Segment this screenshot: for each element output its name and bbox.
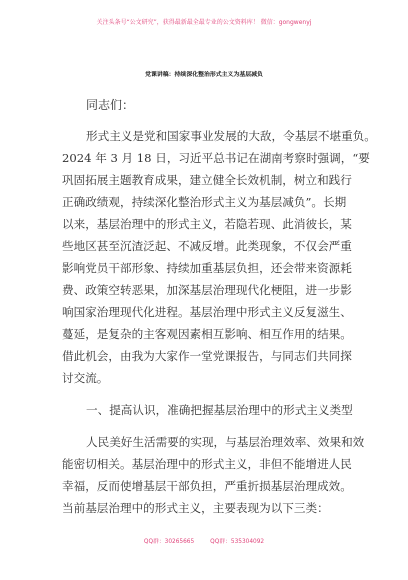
footer-qq-groups bbox=[0, 536, 408, 545]
paragraph-line: 正确政绩观，持续深化整治形式主义为基层减负”。长期 bbox=[62, 195, 347, 209]
section-heading: 一、提高认识，准确把握基层治理中的形式主义类型 bbox=[86, 403, 353, 417]
paragraph-line: 人民美好生活需要的实现，与基层治理效率、效果和效 bbox=[86, 435, 365, 449]
paragraph-line: 幸福，反而使增基层干部负担，严重折损基层治理成效。 bbox=[62, 479, 352, 493]
paragraph-line: 2024 年 3 月 18 日，习近平总书记在湖南考察时强调，“要 bbox=[62, 151, 370, 165]
footer-qq-group-2: QQ群：535304092 bbox=[210, 539, 265, 545]
paragraph-line: 借此机会，由我为大家作一堂党课报告，与同志们共同探 bbox=[62, 349, 352, 363]
footer-qq-group-1: QQ群：30265665 bbox=[143, 539, 195, 545]
paragraph-line: 以来，基层治理中的形式主义，若隐若现、此消彼长，某 bbox=[62, 217, 352, 231]
paragraph-line: 费、政策空转恶果，加深基层治理现代化梗阻，进一步影 bbox=[62, 283, 352, 297]
paragraph-line: 巩固拓展主题教育成果，建立健全长效机制，树立和践行 bbox=[62, 173, 352, 187]
paragraph-line: 形式主义是党和国家事业发展的大敌，令基层不堪重负。 bbox=[86, 129, 376, 143]
document-title: 党课讲稿：持续深化整治形式主义为基层减负 bbox=[145, 71, 263, 78]
paragraph-line: 讨交流。 bbox=[62, 371, 109, 385]
paragraph-line: 能密切相关。基层治理中的形式主义，非但不能增进人民 bbox=[62, 457, 352, 471]
paragraph-line: 响国家治理现代化进程。基层治理中形式主义反复滋生、 bbox=[62, 305, 352, 319]
header-banner: 关注头条号“公文研究”，获得最新最全最专业的公文资料库！ 微信：gongwenyj bbox=[96, 19, 312, 26]
paragraph-line: 影响党员干部形象、持续加重基层负担，还会带来资源耗 bbox=[62, 261, 352, 275]
paragraph-line: 当前基层治理中的形式主义，主要表现为以下三类： bbox=[62, 501, 329, 515]
paragraph-line: 蔓延，是复杂的主客观因素相互影响、相互作用的结果。 bbox=[62, 327, 352, 341]
salutation: 同志们： bbox=[86, 98, 135, 112]
paragraph-line: 些地区甚至沉渣泛起、不减反增。此类现象，不仅会严重 bbox=[62, 239, 352, 253]
